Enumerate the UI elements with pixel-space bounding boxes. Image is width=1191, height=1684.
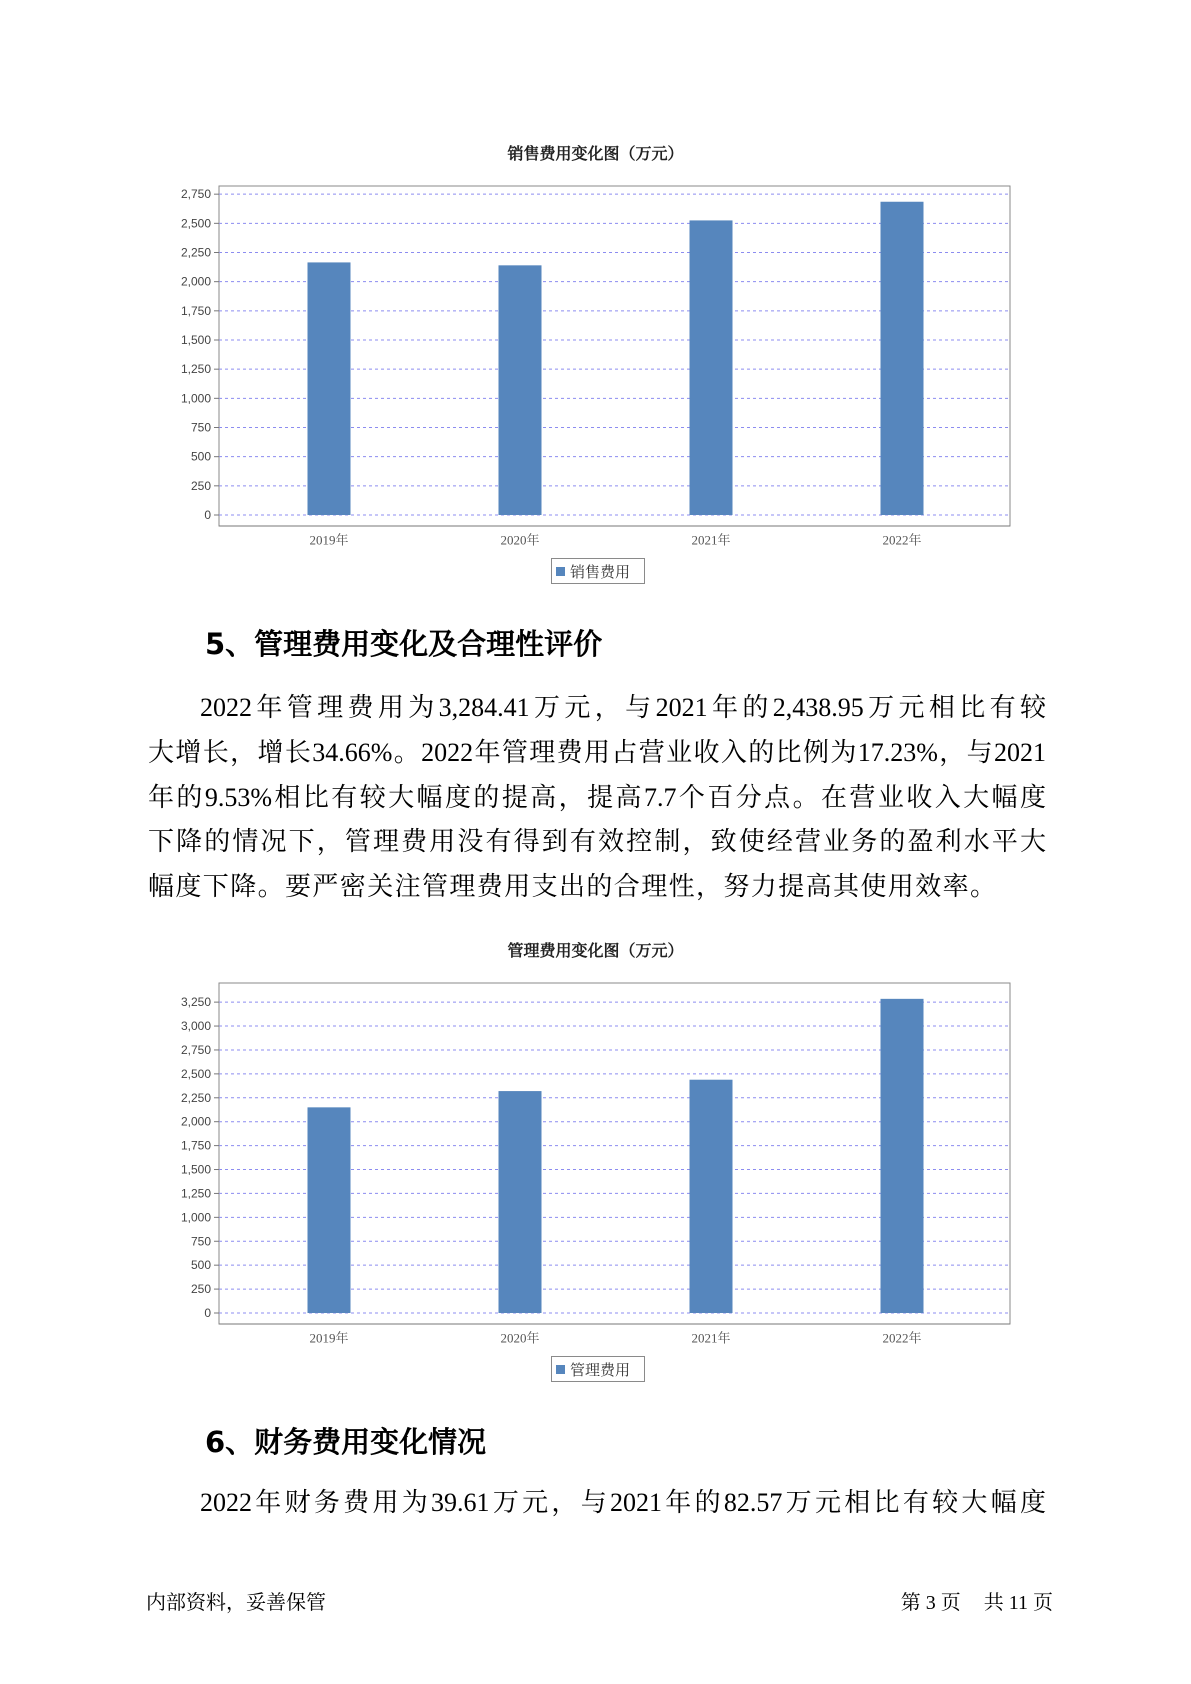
bar (690, 220, 733, 515)
sales-expense-chart (0, 170, 1191, 560)
y-tick-label: 500 (190, 1258, 211, 1273)
legend-label: 管理费用 (570, 1361, 631, 1379)
footer-page-number (901, 1590, 1053, 1616)
y-tick-label: 2,000 (180, 1114, 211, 1129)
sales-expense-chart-title: 销售费用变化图（万元） (507, 144, 684, 163)
x-category-label: 2022年 (882, 532, 922, 548)
legend-swatch (556, 1365, 565, 1374)
y-tick-label: 1,250 (180, 1186, 211, 1201)
y-tick-label: 250 (190, 478, 211, 493)
y-tick-label: 1,250 (180, 362, 211, 377)
paragraph-line: 大增长，增长34.66%。2022年管理费用占营业收入的比例为17.23%，与2021 (148, 738, 1046, 767)
x-category-label: 2021年 (691, 532, 731, 548)
y-tick-label: 2,750 (180, 187, 211, 202)
y-tick-label: 750 (190, 420, 211, 435)
bar (690, 1080, 733, 1313)
management-expense-chart-title: 管理费用变化图（万元） (507, 941, 684, 960)
y-tick-label: 1,500 (180, 1162, 211, 1177)
legend-swatch (556, 567, 565, 576)
y-tick-label: 2,250 (180, 245, 211, 260)
total-pages: 共 11 页 (983, 1592, 1053, 1614)
section-heading: 6、财务费用变化情况 (205, 1425, 487, 1459)
x-category-label: 2021年 (691, 1330, 731, 1346)
x-category-label: 2022年 (882, 1330, 922, 1346)
current-page: 第 3 页 (900, 1592, 961, 1614)
y-tick-label: 3,250 (180, 995, 211, 1010)
x-category-label: 2019年 (309, 532, 349, 548)
y-tick-label: 750 (190, 1234, 211, 1249)
y-tick-label: 0 (204, 1306, 211, 1320)
bar (308, 1107, 351, 1313)
x-category-label: 2020年 (500, 532, 540, 548)
paragraph-line: 幅度下降。要严密关注管理费用支出的合理性，努力提高其使用效率。 (148, 872, 998, 901)
y-tick-label: 2,500 (180, 1066, 211, 1081)
bar (308, 262, 351, 515)
management-expense-chart (0, 970, 1191, 1360)
y-tick-label: 2,500 (180, 216, 211, 231)
y-tick-label: 1,000 (180, 391, 211, 406)
x-category-label: 2019年 (309, 1330, 349, 1346)
y-tick-label: 1,000 (180, 1210, 211, 1225)
bar (881, 202, 924, 515)
y-tick-label: 1,750 (180, 303, 211, 318)
legend-label: 销售费用 (570, 563, 631, 581)
y-tick-label: 1,500 (180, 333, 211, 347)
y-tick-label: 0 (204, 508, 211, 522)
y-tick-label: 2,250 (180, 1090, 211, 1105)
section-heading: 5、管理费用变化及合理性评价 (205, 627, 603, 661)
x-category-label: 2020年 (500, 1330, 540, 1346)
bar (499, 1091, 542, 1313)
y-tick-label: 3,000 (180, 1019, 211, 1034)
paragraph-line: 2022年财务费用为39.61万元，与2021年的82.57万元相比有较大幅度 (200, 1488, 1046, 1517)
sales-expense-chart-legend (551, 558, 645, 584)
paragraph-line: 年的9.53%相比有较大幅度的提高，提高7.7个百分点。在营业收入大幅度 (148, 783, 1046, 812)
footer-confidential-note: 内部资料，妥善保管 (146, 1592, 326, 1614)
y-tick-label: 500 (190, 449, 211, 464)
y-tick-label: 1,750 (180, 1138, 211, 1153)
paragraph-line: 下降的情况下，管理费用没有得到有效控制，致使经营业务的盈利水平大 (148, 827, 1046, 856)
management-expense-chart-legend (551, 1356, 645, 1382)
y-tick-label: 250 (190, 1282, 211, 1297)
y-tick-label: 2,000 (180, 274, 211, 289)
paragraph-line: 2022年管理费用为3,284.41万元，与2021年的2,438.95万元相比有较 (200, 693, 1046, 722)
bar (499, 265, 542, 515)
bar (881, 999, 924, 1313)
y-tick-label: 2,750 (180, 1042, 211, 1057)
